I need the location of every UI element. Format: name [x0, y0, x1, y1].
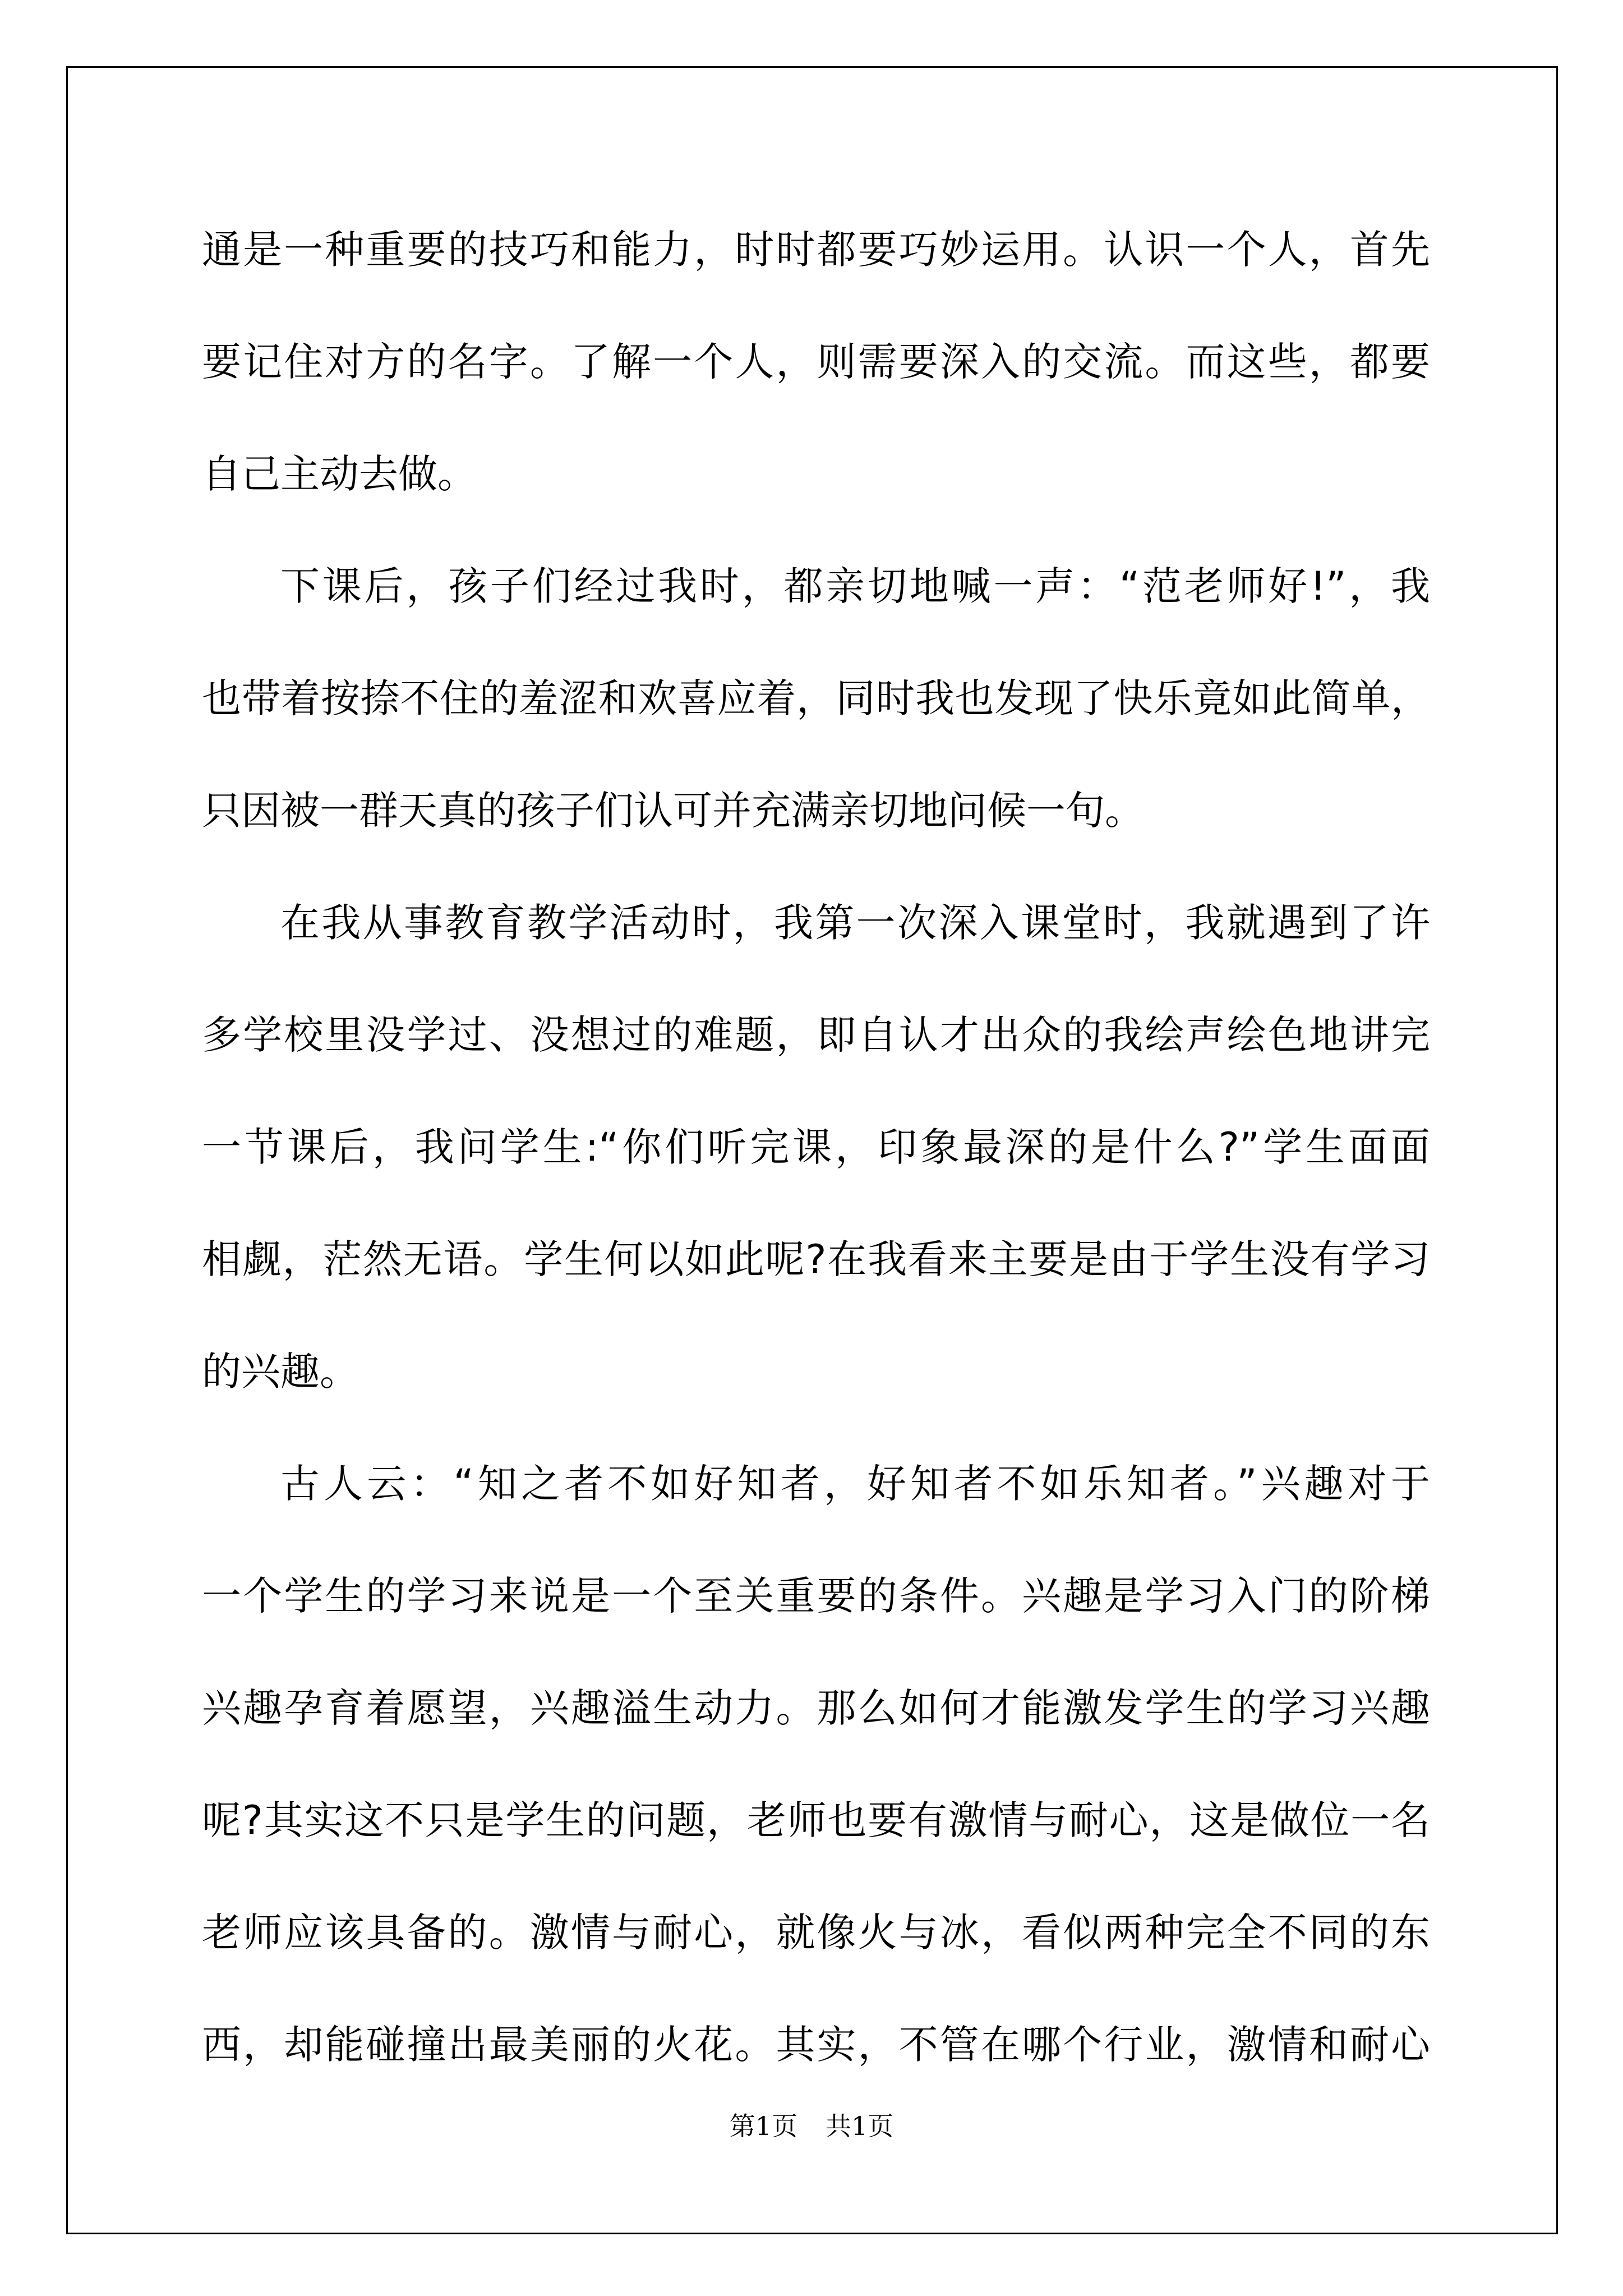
- paragraph-1-line-3: 自己主动去做。: [202, 451, 477, 497]
- paragraph-3-line-2: 多学校里没学过、没想过的难题，即自认才出众的我绘声绘色地讲完: [202, 1012, 1430, 1058]
- paragraph-2-line-3: 只因被一群天真的孩子们认可并充满亲切地问候一句。: [202, 788, 1144, 834]
- paragraph-1-line-1: 通是一种重要的技巧和能力，时时都要巧妙运用。认识一个人，首先: [202, 227, 1430, 273]
- paragraph-2-line-2: 也带着按捺不住的羞涩和欢喜应着，同时我也发现了快乐竟如此简单，: [202, 675, 1430, 721]
- paragraph-4-line-2: 一个学生的学习来说是一个至关重要的条件。兴趣是学习入门的阶梯: [202, 1573, 1430, 1619]
- page-footer: [0, 2106, 1623, 2146]
- paragraph-4-line-4: 呢?其实这不只是学生的问题，老师也要有激情与耐心，这是做位一名: [202, 1797, 1430, 1843]
- page-number: 第1页: [729, 2111, 797, 2141]
- paragraph-1-line-2: 要记住对方的名字。了解一个人，则需要深入的交流。而这些，都要: [202, 339, 1430, 385]
- paragraph-3-line-3: 一节课后，我问学生:“你们听完课，印象最深的是什么?”学生面面: [202, 1124, 1430, 1170]
- paragraph-4-line-3: 兴趣孕育着愿望，兴趣溢生动力。那么如何才能激发学生的学习兴趣: [202, 1685, 1430, 1731]
- paragraph-4-line-6: 西，却能碰撞出最美丽的火花。其实，不管在哪个行业，激情和耐心: [202, 2022, 1430, 2068]
- paragraph-3-line-4: 相觑，茫然无语。学生何以如此呢?在我看来主要是由于学生没有学习: [202, 1236, 1430, 1282]
- paragraph-3-line-5: 的兴趣。: [202, 1349, 359, 1395]
- paragraph-4-line-5: 老师应该具备的。激情与耐心，就像火与冰，看似两种完全不同的东: [202, 1910, 1430, 1955]
- page-total: 共1页: [826, 2111, 894, 2141]
- paragraph-3-line-1: 在我从事教育教学活动时，我第一次深入课堂时，我就遇到了许: [280, 900, 1430, 946]
- paragraph-4-line-1: 古人云：“知之者不如好知者，好知者不如乐知者。”兴趣对于: [280, 1461, 1430, 1507]
- paragraph-2-line-1: 下课后，孩子们经过我时，都亲切地喊一声：“范老师好!”，我: [280, 563, 1430, 609]
